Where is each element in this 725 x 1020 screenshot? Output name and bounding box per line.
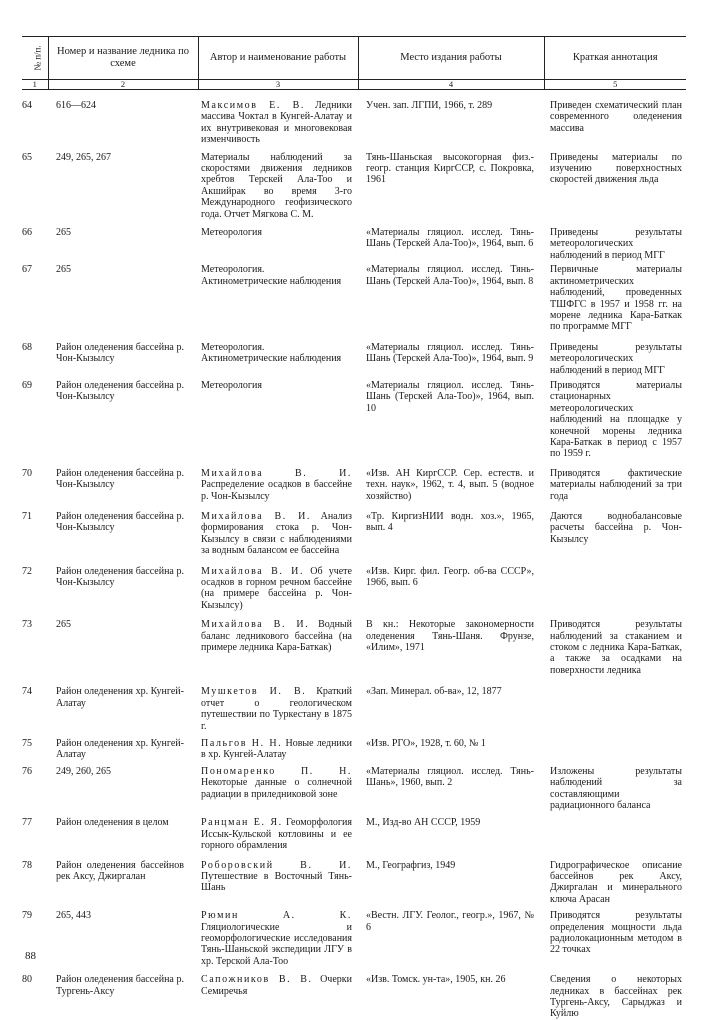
table-row [22, 220, 686, 261]
author-work [198, 557, 358, 612]
glacier-name: 265 [56, 264, 71, 276]
column-number: 5 [544, 80, 686, 90]
table-row [22, 557, 686, 612]
table-row [22, 261, 686, 332]
bibliography-table [22, 36, 686, 1020]
author-work [198, 90, 358, 146]
publication-place: «Материалы гляциол. исслед. Тянь-Шань (Терскей Ала-Тоо)», 1964, вып. 10 [366, 379, 534, 414]
author-work [198, 967, 358, 1020]
annotation [544, 676, 686, 732]
publication-place: «Материалы гляциол. исслед. Тянь-Шань (Терскей Ала-Тоо)», 1964, вып. 6 [366, 227, 534, 250]
glacier-name: Район оледенения бассейна р. Чон-Кызылсу [56, 467, 184, 491]
annotation: Приводятся материалы стационарных метеорологических наблюдений на площадке у конечной морены ледника Кара-Баткак в период с 1957 по 1959 г. [550, 379, 682, 460]
author-work [198, 220, 358, 261]
table-row [22, 611, 686, 676]
glacier-name: Район оледенения бассейна р. Тургень-Аксу [56, 974, 184, 997]
work-title: Очерки Семиречья [201, 974, 352, 997]
author-work [198, 732, 358, 761]
author-work [198, 905, 358, 967]
author-work [198, 852, 358, 906]
author-work [198, 333, 358, 376]
work-title: Метеорология [201, 379, 262, 391]
annotation: Даются воднобалансовые расчеты бассейна р. Чон-Кызылсу [550, 511, 682, 545]
work-title: Краткий отчет о геологическом путешествии по Туркестану в 1875 г. [201, 686, 352, 732]
column-number: 1 [22, 80, 48, 90]
row-number: 67 [22, 264, 32, 276]
publication-place: «Материалы гляциол. исслед. Тянь-Шань (Терскей Ала-Тоо)», 1964, вып. 9 [366, 341, 534, 365]
row-number: 74 [22, 686, 32, 698]
author-name: Пальгов Н. Н. [201, 737, 283, 749]
publication-place: Учен. зап. ЛГПИ, 1966, т. 289 [366, 100, 493, 111]
author-work [198, 460, 358, 502]
row-number: 69 [22, 379, 32, 391]
author-name: Мушкетов И. В. [201, 686, 307, 698]
work-title: Путешествие в Восточный Тянь-Шань [201, 870, 352, 894]
glacier-name: 265, 443 [56, 910, 91, 922]
publication-place: Тянь-Шаньская высокогорная физ.-геогр. станция КиргССР, с. Покровка, 1961 [366, 151, 534, 186]
table-row [22, 761, 686, 812]
publication-place: В кн.: Некоторые закономерности оледенения Тянь-Шаня. Фрунзе, «Илим», 1971 [366, 619, 534, 654]
work-title: Материалы наблюдений за скоростями движения ледников хребтов Терскей Ала-Тоо и Акшийрак во время 3-го Международного геофизического года. Отчет Мягкова С. М. [201, 151, 352, 220]
glacier-name: Район оледенения хр. Кунгей-Алатау [56, 686, 184, 709]
annotation [544, 811, 686, 851]
annotation: Приводятся результаты определения мощности льда радиолокационным методом в 22 точках [550, 910, 682, 956]
glacier-name: Район оледенения в целом [56, 817, 169, 829]
author-name: Максимов Е. В. [201, 100, 305, 111]
annotation: Приведены материалы по изучению поверхностных скоростей движения льда [550, 151, 682, 186]
glacier-name: 616—624 [56, 100, 96, 111]
author-work [198, 611, 358, 676]
author-work [198, 502, 358, 557]
glacier-name: 249, 260, 265 [56, 765, 111, 777]
publication-place: «Материалы гляциол. исслед. Тянь-Шань», 1960, вып. 2 [366, 765, 534, 789]
row-number: 70 [22, 467, 32, 479]
annotation: Сведения о некоторых ледниках в бассейнах рек Тургень-Аксу, Сарыджаз и Куйлю [550, 974, 682, 1020]
table-row [22, 811, 686, 851]
table-row [22, 460, 686, 502]
glacier-name: Район оледенения бассейна р. Чон-Кызылсу [56, 341, 184, 365]
publication-place: «Изв. Кирг. фил. Геогр. об-ва СССР», 1966, вып. 6 [366, 565, 534, 589]
author-name: Михайлова В. И. [201, 565, 305, 577]
table-header [22, 37, 686, 80]
table-body [22, 90, 686, 1020]
author-work [198, 376, 358, 460]
header-annotation: Краткая аннотация [544, 37, 686, 80]
work-title: Об учете осадков в горном речном бассейне (на примере бассейна р. Чон-Кызылсу) [201, 565, 352, 611]
header-author: Автор и наименование работы [198, 37, 358, 80]
annotation: Изложены результаты наблюдений за составляющими радиационного баланса [550, 765, 682, 811]
author-name: Михайлова В. И. [201, 467, 352, 479]
glacier-name: Район оледенения бассейна р. Чон-Кызылсу [56, 565, 184, 589]
publication-place: «Материалы гляциол. исслед. Тянь-Шань (Терскей Ала-Тоо)», 1964, вып. 8 [366, 264, 534, 287]
column-number: 2 [48, 80, 198, 90]
annotation: Приведены результаты метеорологических наблюдений в период МГГ [550, 227, 682, 261]
row-number: 64 [22, 100, 32, 111]
annotation [544, 557, 686, 612]
author-name: Рюмин А. К. [201, 910, 352, 922]
glacier-name: 249, 265, 267 [56, 151, 111, 163]
table-row [22, 333, 686, 376]
work-title: Водный баланс ледникового бассейна (на примере ледника Кара-Баткак) [201, 619, 352, 654]
work-title: Гляциологические и геоморфологические исследования Тянь-Шаньской экспедиции ЛГУ в хр. Терской Ала-Тоо [201, 921, 352, 967]
annotation: Приведен схематический план современного оледенения массива [550, 100, 682, 134]
table-row [22, 90, 686, 146]
row-number: 77 [22, 817, 32, 829]
work-title: Геоморфология Иссык-Кульской котловины и ее горного обрамления [201, 817, 352, 852]
author-work [198, 146, 358, 220]
work-title: Некоторые данные о солнечной радиации в приледниковой зоне [201, 777, 352, 800]
work-title: Распределение осадков в бассейне р. Чон-Кызылсу [201, 479, 352, 502]
publication-place: «Вестн. ЛГУ. Геолог., геогр.», 1967, № 6 [366, 910, 534, 933]
author-work [198, 811, 358, 851]
glacier-name: Район оледенения бассейна р. Чон-Кызылсу [56, 511, 184, 534]
page [22, 36, 686, 1020]
work-title: Метеорология. Актинометрические наблюдения [201, 341, 342, 365]
table-row [22, 146, 686, 220]
row-number: 71 [22, 511, 32, 522]
annotation: Приводятся результаты наблюдений за стаканием и стоком с ледника Кара-Баткак, а также за осадками на поверхности ледника [550, 619, 682, 676]
glacier-name: 265 [56, 619, 71, 631]
annotation: Приводятся фактические материалы наблюдений за три года [550, 467, 682, 502]
table-row [22, 676, 686, 732]
row-number: 68 [22, 341, 32, 353]
table-row [22, 967, 686, 1020]
page-number: 88 [25, 950, 36, 962]
publication-place: М., Изд-во АН СССР, 1959 [366, 817, 481, 829]
publication-place: «Тр. КиргизНИИ водн. хоз.», 1965, вып. 4 [366, 511, 534, 534]
row-number: 76 [22, 765, 32, 777]
header-glacier: Номер и название ледника по схеме [48, 37, 198, 80]
author-name: Михайлова В. И. [201, 511, 311, 522]
table-row [22, 905, 686, 967]
column-number: 4 [358, 80, 544, 90]
row-number: 65 [22, 151, 32, 163]
glacier-name: 265 [56, 227, 71, 239]
author-name: Михайлова В. И. [201, 619, 310, 631]
author-name: Роборовский В. И. [201, 859, 352, 871]
column-number: 3 [198, 80, 358, 90]
publication-place: «Изв. РГО», 1928, т. 60, № 1 [366, 737, 486, 749]
table-row [22, 852, 686, 906]
row-number: 73 [22, 619, 32, 631]
row-number: 78 [22, 859, 32, 871]
glacier-name: Район оледенения бассейна р. Чон-Кызылсу [56, 379, 184, 403]
annotation [544, 732, 686, 761]
work-title: Метеорология [201, 227, 262, 239]
work-title: Новые ледники в хр. Кунгей-Алатау [201, 737, 352, 761]
author-name: Сапожников В. В. [201, 974, 313, 986]
author-work [198, 261, 358, 332]
publication-place: М., Географгиз, 1949 [366, 859, 456, 871]
author-work [198, 676, 358, 732]
header-place: Место издания работы [358, 37, 544, 80]
publication-place: «Изв. Томск. ун-та», 1905, кн. 26 [366, 974, 506, 986]
row-number: 79 [22, 910, 32, 922]
author-work [198, 761, 358, 812]
work-title: Анализ формирования стока р. Чон-Кызылсу в связи с наблюдениями за водным балансом ее бассейна [201, 511, 352, 557]
annotation: Приведены результаты метеорологических наблюдений в период МГГ [550, 341, 682, 376]
publication-place: «Зап. Минерал. об-ва», 12, 1877 [366, 686, 502, 698]
column-numbers [22, 80, 686, 90]
work-title: Метеорология. Актинометрические наблюдения [201, 264, 342, 287]
publication-place: «Изв. АН КиргССР. Сер. естеств. и техн. наук», 1962, т. 4, вып. 5 (водное хозяйство) [366, 467, 534, 502]
glacier-name: Район оледенения бассейнов рек Аксу, Джиргалан [56, 859, 184, 882]
row-number: 72 [22, 565, 32, 577]
header-number: № п/п. [22, 37, 48, 80]
table-row [22, 732, 686, 761]
table-row [22, 376, 686, 460]
author-name: Пономаренко П. Н. [201, 765, 352, 777]
work-title: Ледники массива Чоктал в Кунгей-Алатау и их внутривековая и многовековая изменчивость [201, 100, 352, 146]
row-number: 80 [22, 974, 32, 986]
row-number: 66 [22, 227, 32, 239]
annotation: Первичные материалы актинометрических наблюдений, проведенных ТШФГС в 1957 и 1958 гг. на морене ледника Кара-Баткак по программе МГГ [550, 264, 682, 333]
row-number: 75 [22, 737, 32, 749]
table-row [22, 502, 686, 557]
annotation: Гидрографическое описание бассейнов рек Аксу, Джиргалан и минерального ключа Арасан [550, 859, 682, 905]
glacier-name: Район оледенения хр. Кунгей-Алатау [56, 737, 184, 761]
author-name: Ранцман Е. Я. [201, 817, 283, 829]
